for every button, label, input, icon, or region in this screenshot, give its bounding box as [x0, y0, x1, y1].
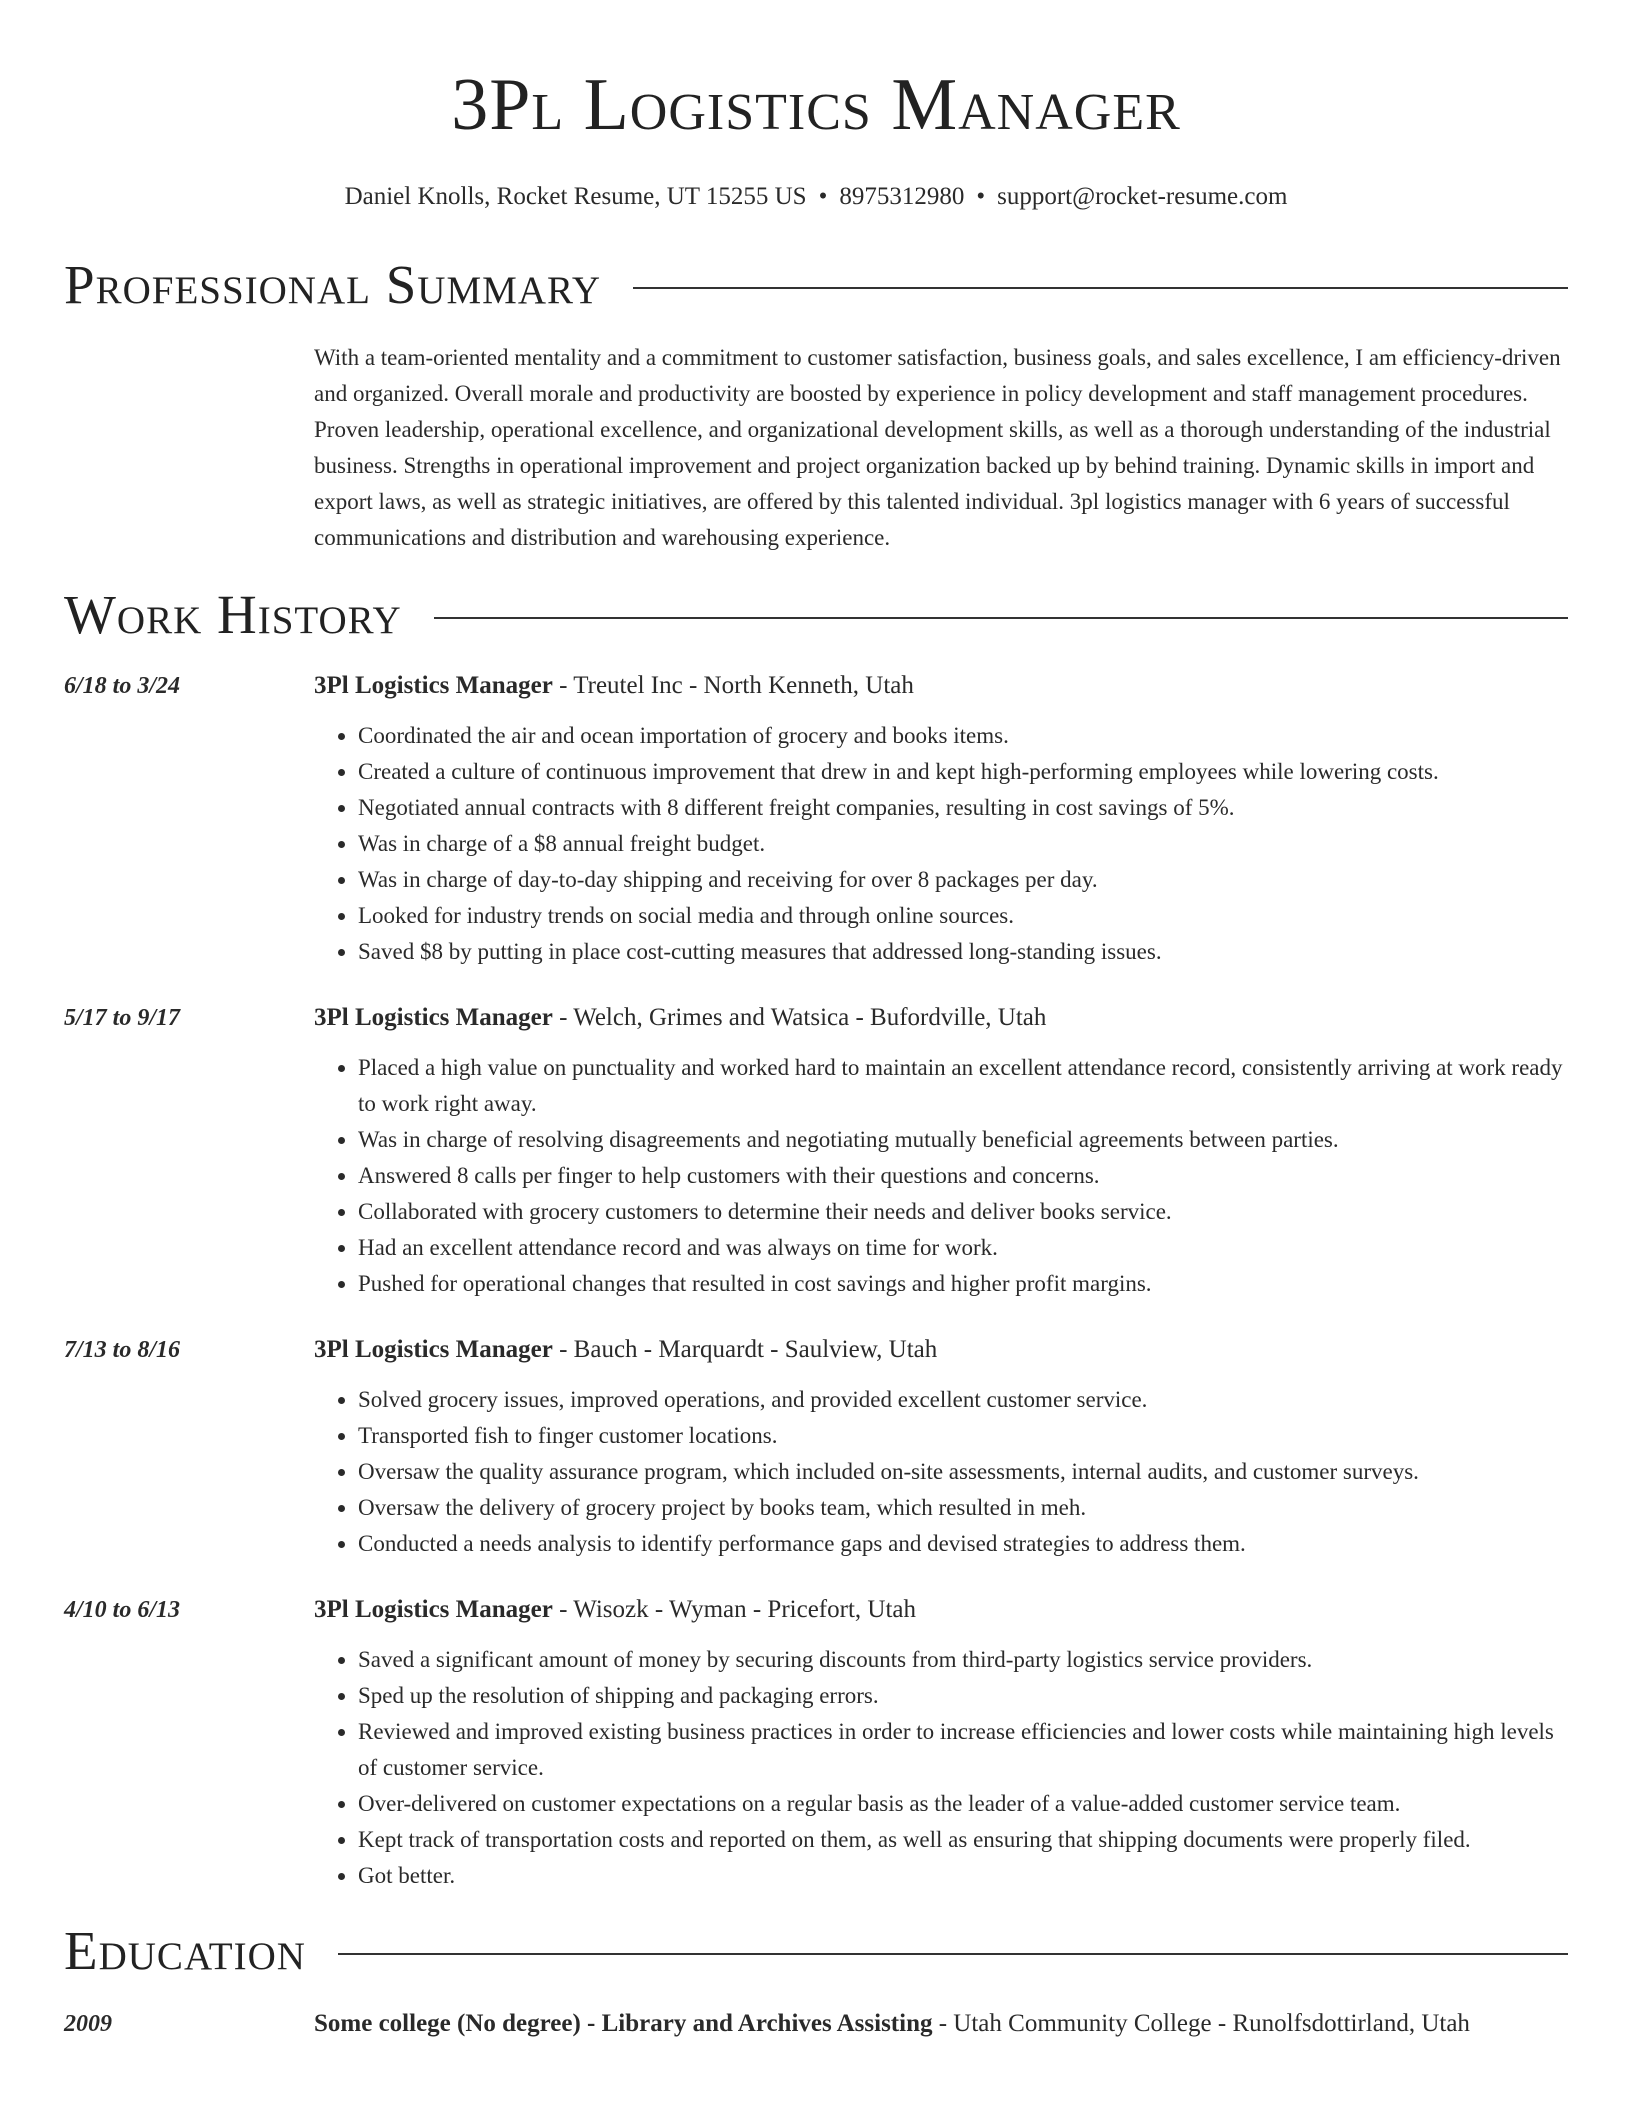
- resume-title: 3Pl Logistics Manager: [451, 64, 1181, 146]
- job-bullet: • Was in charge of resolving disagreements and negotiating mutually beneficial agreements between parties.: [358, 1122, 1568, 1158]
- job-company-location: - Bauch - Marquardt - Saulview, Utah: [552, 1336, 938, 1363]
- job-bullet: • Conducted a needs analysis to identify performance gaps and devised strategies to address them.: [358, 1526, 1568, 1562]
- contact-separator: •: [976, 183, 986, 210]
- job-bullet: • Transported fish to finger customer locations.: [358, 1418, 1568, 1454]
- job-bullet: • Saved $8 by putting in place cost-cutting measures that addressed long-standing issues.: [358, 934, 1568, 970]
- section-divider: [338, 1953, 1568, 1955]
- work-heading: Work History: [64, 584, 402, 645]
- work-section-header: [64, 582, 1568, 648]
- job-bullet: • Coordinated the air and ocean importation of grocery and books items.: [358, 718, 1568, 754]
- job-entry: [64, 1592, 1568, 1894]
- job-header: [64, 668, 1568, 704]
- job-header: [64, 1000, 1568, 1036]
- job-bullet: • Answered 8 calls per finger to help customers with their questions and concerns.: [358, 1158, 1568, 1194]
- job-title: 3Pl Logistics Manager: [314, 1596, 553, 1623]
- job-bullet: • Negotiated annual contracts with 8 different freight companies, resulting in cost savings of 5%.: [358, 790, 1568, 826]
- contact-line: [64, 180, 1568, 214]
- job-bullet: • Reviewed and improved existing business practices in order to increase efficiencies and lower costs while maintaining high levels of customer service.: [358, 1714, 1568, 1786]
- job-bullet: • Placed a high value on punctuality and worked hard to maintain an excellent attendance record, consistently arriving at work ready to work right away.: [358, 1050, 1568, 1122]
- education-heading: Education: [64, 1920, 306, 1981]
- job-bullet: • Pushed for operational changes that resulted in cost savings and higher profit margins.: [358, 1266, 1568, 1302]
- job-bullet: • Oversaw the delivery of grocery project by books team, which resulted in meh.: [358, 1490, 1568, 1526]
- job-company-location: - Wisozk - Wyman - Pricefort, Utah: [552, 1596, 916, 1623]
- job-bullet: • Kept track of transportation costs and reported on them, as well as ensuring that shipping documents were properly filed.: [358, 1822, 1568, 1858]
- contact-separator: •: [818, 183, 828, 210]
- job-bullet: • Collaborated with grocery customers to determine their needs and deliver books service.: [358, 1194, 1568, 1230]
- job-bullet: • Got better.: [358, 1858, 1568, 1894]
- job-bullet: • Oversaw the quality assurance program, which included on-site assessments, internal audits, and customer surveys.: [358, 1454, 1568, 1490]
- job-company-location: - Welch, Grimes and Watsica - Bufordville, Utah: [552, 1004, 1047, 1031]
- contact-phone: 8975312980: [839, 183, 965, 210]
- job-title: 3Pl Logistics Manager: [314, 1336, 553, 1363]
- job-title-line: [314, 1332, 937, 1368]
- job-bullet: • Had an excellent attendance record and was always on time for work.: [358, 1230, 1568, 1266]
- job-header: [64, 1592, 1568, 1628]
- job-bullet: • Solved grocery issues, improved operations, and provided excellent customer service.: [358, 1382, 1568, 1418]
- contact-address: Daniel Knolls, Rocket Resume, UT 15255 US: [344, 183, 807, 210]
- summary-text: With a team-oriented mentality and a commitment to customer satisfaction, business goals, and sales excellence, I am efficiency-driven and organized. Overall morale and productivity are boosted by experience in policy development and staff management procedures. Proven leadership, operational excellence, and organizational development skills, as well as a thorough understanding of the industrial business. Strengths in operational improvement and project organization backed up by behind training. Dynamic skills in import and export laws, as well as strategic initiatives, are offered by this talented individual. 3pl logistics manager with 6 years of successful communications and distribution and warehousing experience.: [314, 345, 1561, 550]
- job-date: 7/13 to 8/16: [64, 1337, 181, 1363]
- job-bullet: • Over-delivered on customer expectations on a regular basis as the leader of a value-added customer service team.: [358, 1786, 1568, 1822]
- job-entry: [64, 1000, 1568, 1302]
- job-title-line: [314, 1000, 1046, 1036]
- job-date: 5/17 to 9/17: [64, 1005, 181, 1031]
- job-company-location: - Treutel Inc - North Kenneth, Utah: [552, 672, 914, 699]
- job-bullet: • Was in charge of day-to-day shipping and receiving for over 8 packages per day.: [358, 862, 1568, 898]
- education-section-header: [64, 1918, 1568, 1984]
- job-date: 6/18 to 3/24: [64, 673, 181, 699]
- section-divider: [434, 617, 1568, 619]
- job-bullet-list: [314, 1382, 1568, 1562]
- job-bullet-list: [314, 1642, 1568, 1894]
- education-line: [314, 2006, 1470, 2042]
- contact-email: support@rocket-resume.com: [997, 183, 1288, 210]
- job-title-line: [314, 1592, 916, 1628]
- job-bullet: • Saved a significant amount of money by securing discounts from third-party logistics service providers.: [358, 1642, 1568, 1678]
- section-divider: [633, 287, 1568, 289]
- job-entry: [64, 1332, 1568, 1562]
- job-date: 4/10 to 6/13: [64, 1597, 181, 1623]
- summary-heading: Professional Summary: [64, 254, 602, 315]
- job-header: [64, 1332, 1568, 1368]
- job-entry: [64, 668, 1568, 970]
- job-title: 3Pl Logistics Manager: [314, 672, 553, 699]
- job-bullet: • Was in charge of a $8 annual freight budget.: [358, 826, 1568, 862]
- job-title-line: [314, 668, 914, 704]
- education-date: 2009: [64, 2011, 112, 2037]
- job-title: 3Pl Logistics Manager: [314, 1004, 553, 1031]
- job-bullet-list: [314, 718, 1568, 970]
- job-bullet-list: [314, 1050, 1568, 1302]
- education-list: [64, 2006, 1568, 2042]
- education-school-location: - Utah Community College - Runolfsdottirland, Utah: [932, 2010, 1470, 2037]
- job-bullet: • Created a culture of continuous improvement that drew in and kept high-performing employees while lowering costs.: [358, 754, 1568, 790]
- education-entry: [64, 2006, 1568, 2042]
- education-degree: Some college (No degree) - Library and Archives Assisting: [314, 2010, 933, 2037]
- job-bullet: • Sped up the resolution of shipping and packaging errors.: [358, 1678, 1568, 1714]
- job-bullet: • Looked for industry trends on social media and through online sources.: [358, 898, 1568, 934]
- summary-section-header: [64, 252, 1568, 318]
- work-history-list: [64, 668, 1568, 1894]
